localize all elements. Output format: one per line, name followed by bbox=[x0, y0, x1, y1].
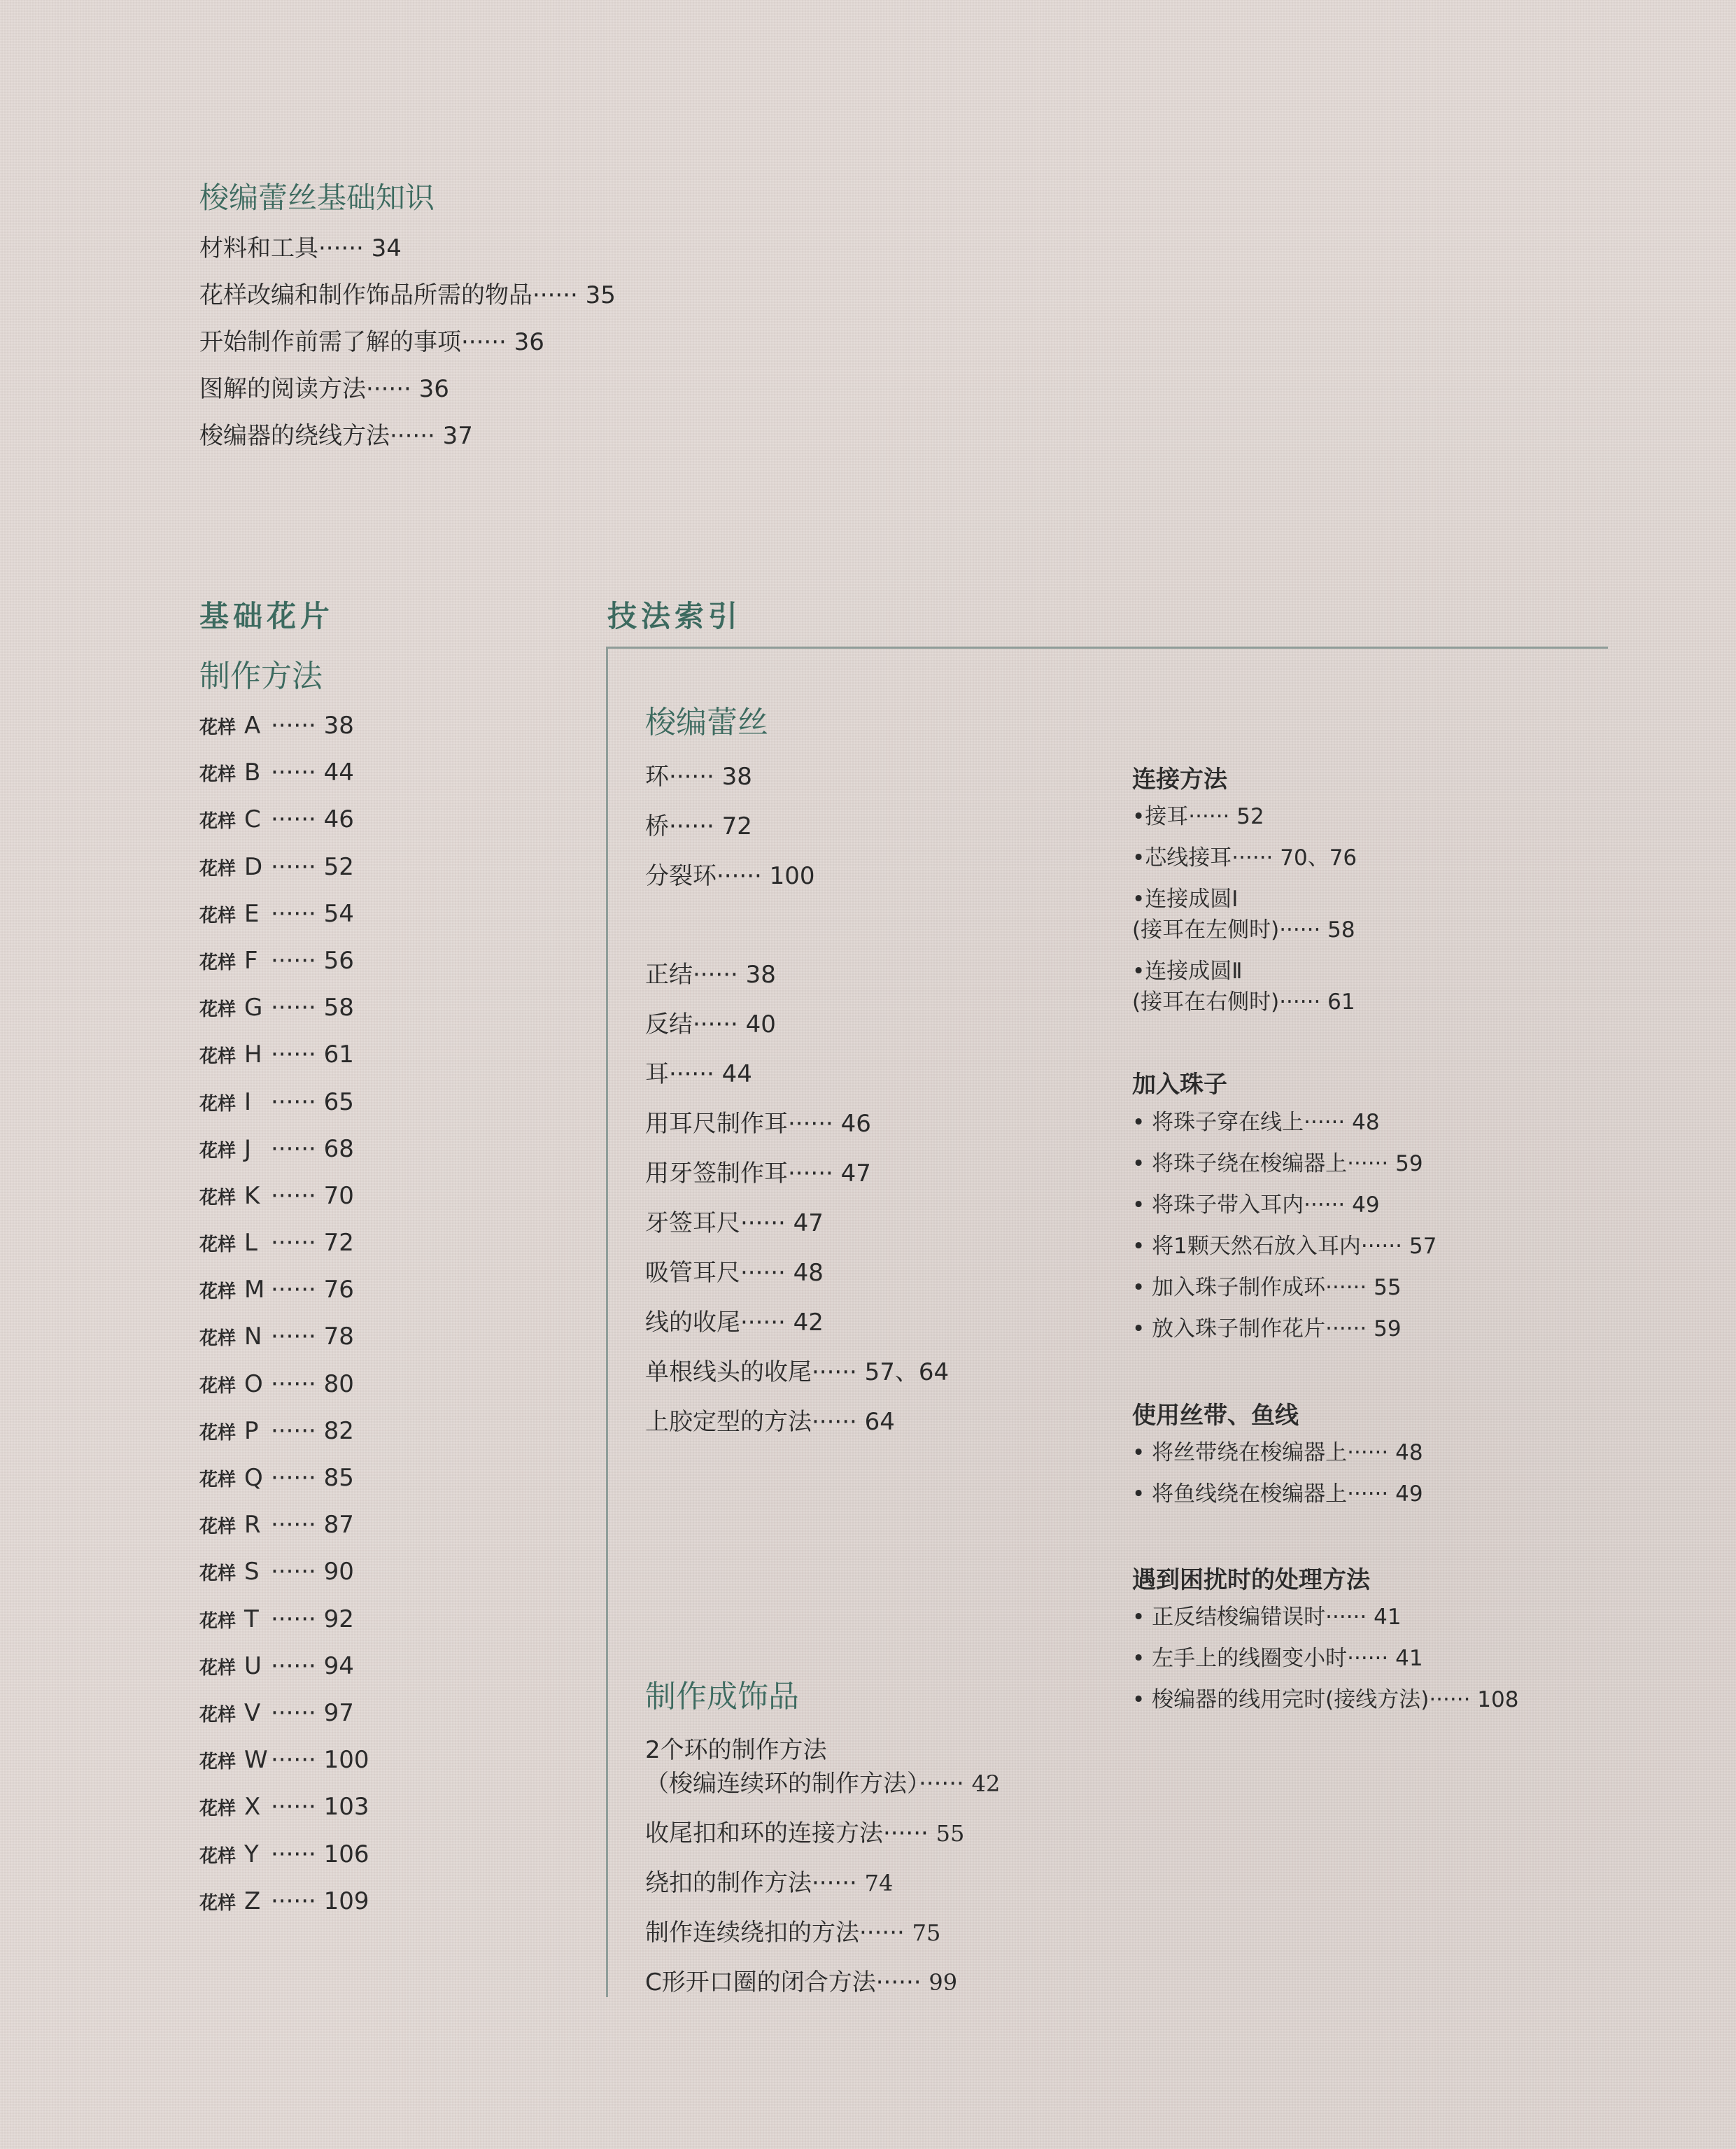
pattern-item bbox=[199, 1272, 369, 1319]
pattern-prefix: 花样 bbox=[199, 858, 237, 880]
pattern-page: ······ 92 bbox=[271, 1605, 354, 1633]
shuttle-lace-list-2 bbox=[645, 957, 949, 1454]
list-item: • 放入珠子制作花片······ 59 bbox=[1132, 1316, 1402, 1341]
list-item: • 将鱼线绕在梭编器上······ 49 bbox=[1132, 1481, 1423, 1507]
pattern-letter: T bbox=[244, 1605, 259, 1633]
page-number: 42 bbox=[971, 1770, 1001, 1797]
ribbon-title: 使用丝带、鱼线 bbox=[1132, 1402, 1299, 1430]
pattern-page: ······ 80 bbox=[271, 1369, 354, 1398]
pattern-prefix: 花样 bbox=[199, 1375, 237, 1397]
pattern-prefix: 花样 bbox=[199, 1140, 237, 1162]
pattern-letter: B bbox=[244, 759, 261, 787]
pattern-prefix: 花样 bbox=[199, 1281, 237, 1303]
pattern-letter: R bbox=[244, 1511, 261, 1539]
pattern-item bbox=[199, 755, 369, 802]
pattern-item bbox=[199, 1367, 369, 1414]
list-item: • 左手上的线圈变小时······ 41 bbox=[1132, 1646, 1423, 1671]
page-number: 99 bbox=[929, 1969, 958, 1996]
pattern-page: ······ 82 bbox=[271, 1416, 354, 1445]
pattern-letter: J bbox=[244, 1134, 252, 1163]
pattern-item bbox=[199, 1037, 369, 1084]
basic-motifs-subtitle: 制作方法 bbox=[199, 658, 323, 694]
list-item: 反结······ 40 bbox=[645, 1010, 776, 1038]
list-item bbox=[645, 1733, 1000, 1801]
pattern-prefix: 花样 bbox=[199, 1234, 237, 1256]
page-number: 75 bbox=[912, 1919, 941, 1946]
pattern-prefix: 花样 bbox=[199, 1657, 237, 1679]
list-item: 牙签耳尺······ 47 bbox=[645, 1209, 824, 1237]
connecting-title: 连接方法 bbox=[1132, 766, 1227, 794]
pattern-page: ······ 72 bbox=[271, 1229, 354, 1257]
pattern-prefix: 花样 bbox=[199, 1752, 237, 1773]
pattern-letter: Y bbox=[244, 1840, 259, 1868]
pattern-item bbox=[199, 1085, 369, 1132]
pattern-letter: M bbox=[244, 1276, 265, 1304]
pattern-item bbox=[199, 1414, 369, 1460]
pattern-item bbox=[199, 943, 369, 990]
pattern-prefix: 花样 bbox=[199, 717, 237, 738]
pattern-page: ······ 65 bbox=[271, 1087, 354, 1116]
pattern-page: ······ 68 bbox=[271, 1134, 354, 1163]
pattern-item bbox=[199, 1460, 369, 1507]
beads-title: 加入珠子 bbox=[1132, 1071, 1227, 1099]
pattern-prefix: 花样 bbox=[199, 1798, 237, 1820]
pattern-page: ······ 103 bbox=[271, 1793, 369, 1822]
list-item: 分裂环······ 100 bbox=[645, 862, 815, 890]
pattern-prefix: 花样 bbox=[199, 999, 237, 1021]
pattern-page: ······ 94 bbox=[271, 1651, 354, 1680]
pattern-letter: Q bbox=[244, 1464, 263, 1492]
pattern-prefix: 花样 bbox=[199, 1470, 237, 1491]
pattern-item bbox=[199, 896, 369, 943]
list-item: 制作连续绕扣的方法······ 75 bbox=[645, 1919, 941, 1947]
pattern-page: ······ 52 bbox=[271, 852, 354, 881]
pattern-prefix: 花样 bbox=[199, 1422, 237, 1444]
list-item: 绕扣的制作方法······ 74 bbox=[645, 1869, 894, 1897]
list-item: • 将珠子穿在线上······ 48 bbox=[1132, 1110, 1380, 1135]
pattern-page: ······ 56 bbox=[271, 946, 354, 975]
shuttle-lace-title: 梭编蕾丝 bbox=[645, 705, 768, 740]
pattern-page: ······ 44 bbox=[271, 759, 354, 787]
pattern-item bbox=[199, 850, 369, 896]
list-item: • 将1颗天然石放入耳内······ 57 bbox=[1132, 1234, 1437, 1259]
pattern-letter: V bbox=[244, 1698, 261, 1727]
pattern-letter: Z bbox=[244, 1887, 261, 1915]
pattern-page: ······ 46 bbox=[271, 805, 354, 834]
pattern-prefix: 花样 bbox=[199, 1563, 237, 1585]
pattern-item bbox=[199, 1837, 369, 1884]
list-item: 梭编器的绕线方法······ 37 bbox=[199, 422, 473, 450]
connecting-list bbox=[1132, 801, 1357, 1028]
list-item: • 将珠子带入耳内······ 49 bbox=[1132, 1192, 1380, 1218]
list-item: 耳······ 44 bbox=[645, 1060, 752, 1088]
pattern-prefix: 花样 bbox=[199, 905, 237, 926]
pattern-item bbox=[199, 1649, 369, 1696]
pattern-prefix: 花样 bbox=[199, 1892, 237, 1914]
pattern-item bbox=[199, 1225, 369, 1272]
technique-index-title: 技法索引 bbox=[607, 599, 742, 633]
pattern-item bbox=[199, 1742, 369, 1789]
pattern-list bbox=[199, 708, 369, 1931]
pattern-prefix: 花样 bbox=[199, 764, 237, 786]
pattern-page: ······ 90 bbox=[271, 1558, 354, 1586]
basic-knowledge-list bbox=[199, 231, 616, 465]
beads-list bbox=[1132, 1107, 1437, 1355]
pattern-prefix: 花样 bbox=[199, 1328, 237, 1350]
pattern-item bbox=[199, 990, 369, 1037]
pattern-letter: I bbox=[244, 1087, 252, 1116]
list-item: 图解的阅读方法······ 36 bbox=[199, 375, 449, 403]
pattern-letter: O bbox=[244, 1369, 263, 1398]
list-item: 花样改编和制作饰品所需的物品······ 35 bbox=[199, 281, 616, 309]
pattern-prefix: 花样 bbox=[199, 1187, 237, 1209]
list-item: •连接成圆Ⅱ (接耳在右侧时)······ 61 bbox=[1132, 959, 1355, 1015]
basic-motifs-title: 基础花片 bbox=[199, 599, 334, 633]
page-number: 74 bbox=[864, 1870, 894, 1896]
pattern-prefix: 花样 bbox=[199, 1610, 237, 1632]
trouble-title: 遇到困扰时的处理方法 bbox=[1132, 1566, 1370, 1594]
pattern-page: ······ 97 bbox=[271, 1698, 354, 1727]
pattern-item bbox=[199, 1178, 369, 1225]
page-number: 55 bbox=[936, 1820, 965, 1847]
pattern-prefix: 花样 bbox=[199, 952, 237, 973]
pattern-item bbox=[199, 708, 369, 755]
list-item: 正结······ 38 bbox=[645, 961, 776, 989]
trouble-list bbox=[1132, 1602, 1518, 1726]
pattern-prefix: 花样 bbox=[199, 811, 237, 833]
list-item: C形开口圈的闭合方法······ 99 bbox=[645, 1968, 958, 1996]
pattern-item bbox=[199, 1602, 369, 1649]
list-item: • 将珠子绕在梭编器上······ 59 bbox=[1132, 1151, 1423, 1176]
shuttle-lace-list-1 bbox=[645, 759, 815, 908]
pattern-letter: K bbox=[244, 1181, 260, 1210]
index-divider-horizontal bbox=[607, 647, 1608, 649]
list-item: 用耳尺制作耳······ 46 bbox=[645, 1110, 871, 1138]
pattern-letter: F bbox=[244, 946, 258, 975]
list-item: 吸管耳尺······ 48 bbox=[645, 1259, 824, 1287]
pattern-letter: E bbox=[244, 899, 260, 928]
pattern-item bbox=[199, 1132, 369, 1178]
pattern-letter: W bbox=[244, 1746, 268, 1775]
pattern-prefix: 花样 bbox=[199, 1845, 237, 1867]
pattern-letter: G bbox=[244, 994, 263, 1022]
list-item-text: 2个环的制作方法 bbox=[645, 1736, 827, 1764]
pattern-page: ······ 58 bbox=[271, 994, 354, 1022]
pattern-letter: P bbox=[244, 1416, 259, 1445]
list-item: 收尾扣和环的连接方法······ 55 bbox=[645, 1819, 965, 1847]
pattern-page: ······ 61 bbox=[271, 1041, 354, 1069]
basic-knowledge-title: 梭编蕾丝基础知识 bbox=[199, 181, 435, 215]
list-item: 线的收尾······ 42 bbox=[645, 1309, 824, 1337]
list-item: 单根线头的收尾······ 57、64 bbox=[645, 1358, 950, 1386]
pattern-letter: C bbox=[244, 805, 261, 834]
pattern-page: ······ 106 bbox=[271, 1840, 369, 1868]
list-item: 上胶定型的方法······ 64 bbox=[645, 1408, 895, 1436]
pattern-letter: L bbox=[244, 1229, 257, 1257]
pattern-prefix: 花样 bbox=[199, 1704, 237, 1726]
list-item: 材料和工具······ 34 bbox=[199, 234, 402, 262]
list-item: •接耳······ 52 bbox=[1132, 804, 1264, 829]
pattern-page: ······ 100 bbox=[271, 1746, 369, 1775]
pattern-page: ······ 78 bbox=[271, 1323, 354, 1351]
pattern-page: ······ 109 bbox=[271, 1887, 369, 1915]
pattern-page: ······ 70 bbox=[271, 1181, 354, 1210]
list-item: •芯线接耳······ 70、76 bbox=[1132, 845, 1357, 871]
list-item: 桥······ 72 bbox=[645, 812, 752, 840]
list-item: • 加入珠子制作成环······ 55 bbox=[1132, 1275, 1402, 1300]
pattern-item bbox=[199, 1554, 369, 1601]
accessories-list bbox=[645, 1733, 1000, 2015]
pattern-page: ······ 38 bbox=[271, 712, 354, 740]
pattern-item bbox=[199, 1789, 369, 1836]
pattern-page: ······ 87 bbox=[271, 1511, 354, 1539]
pattern-page: ······ 76 bbox=[271, 1276, 354, 1304]
ribbon-list bbox=[1132, 1437, 1423, 1520]
index-divider-vertical bbox=[606, 647, 608, 1997]
pattern-letter: N bbox=[244, 1323, 262, 1351]
list-item: •连接成圆Ⅰ (接耳在左侧时)······ 58 bbox=[1132, 887, 1355, 943]
list-item: • 正反结梭编错误时······ 41 bbox=[1132, 1605, 1402, 1630]
pattern-letter: S bbox=[244, 1558, 260, 1586]
pattern-letter: H bbox=[244, 1041, 262, 1069]
pattern-item bbox=[199, 1696, 369, 1742]
list-item: 开始制作前需了解的事项······ 36 bbox=[199, 328, 544, 356]
list-item: • 将丝带绕在梭编器上······ 48 bbox=[1132, 1440, 1423, 1465]
accessories-title: 制作成饰品 bbox=[645, 1679, 799, 1714]
list-item-text-cont: （梭编连续环的制作方法）······ 42 bbox=[645, 1770, 1001, 1798]
pattern-item bbox=[199, 1319, 369, 1366]
pattern-letter: D bbox=[244, 852, 263, 881]
list-item: 环······ 38 bbox=[645, 763, 752, 791]
pattern-letter: X bbox=[244, 1793, 261, 1822]
pattern-prefix: 花样 bbox=[199, 1093, 237, 1115]
pattern-prefix: 花样 bbox=[199, 1046, 237, 1068]
pattern-item bbox=[199, 1507, 369, 1554]
pattern-page: ······ 85 bbox=[271, 1464, 354, 1492]
pattern-prefix: 花样 bbox=[199, 1516, 237, 1538]
list-item: • 梭编器的线用完时(接线方法)······ 108 bbox=[1132, 1687, 1519, 1712]
list-item: 用牙签制作耳······ 47 bbox=[645, 1160, 871, 1188]
pattern-letter: U bbox=[244, 1651, 262, 1680]
pattern-page: ······ 54 bbox=[271, 899, 354, 928]
pattern-letter: A bbox=[244, 712, 261, 740]
pattern-item bbox=[199, 802, 369, 849]
pattern-item bbox=[199, 1884, 369, 1931]
